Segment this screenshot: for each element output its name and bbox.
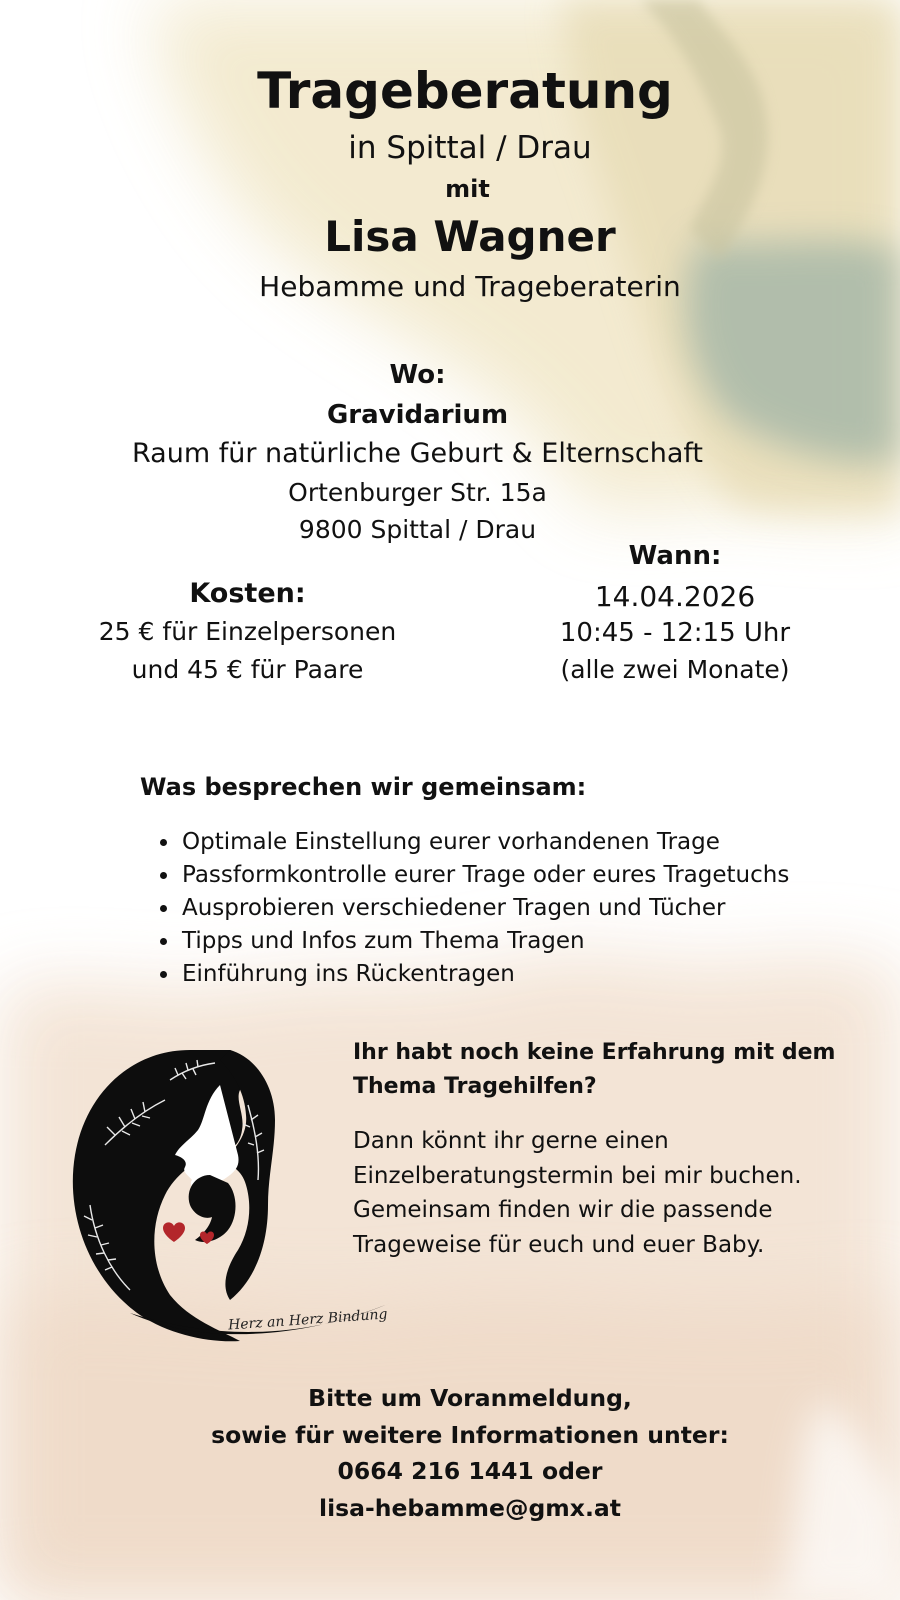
text-line: Dann könnt ihr gerne einen	[353, 1128, 669, 1154]
contact-line: sowie für weitere Informationen unter:	[211, 1420, 729, 1449]
cost-couple: und 45 € für Paare	[131, 655, 364, 684]
when-label: Wann:	[628, 541, 722, 571]
event-date: 14.04.2026	[594, 580, 756, 613]
event-frequency: (alle zwei Monate)	[560, 655, 790, 684]
text-line: Einzelberatungstermin bei mir buchen.	[353, 1162, 802, 1189]
list-item: Passformkontrolle eurer Trage oder eures Tragetuchs	[160, 859, 789, 892]
presenter-role: Hebamme und Trageberaterin	[259, 270, 681, 303]
mother-baby-silhouette-icon	[70, 1045, 400, 1345]
presenter-name: Lisa Wagner	[324, 212, 616, 261]
cost-label: Kosten:	[189, 578, 306, 609]
individual-text	[353, 1124, 802, 1262]
flyer-title: Trageberatung	[257, 62, 673, 120]
question-line: Thema Tragehilfen?	[353, 1074, 597, 1099]
venue-subtitle: Raum für natürliche Geburt & Elternschaft	[132, 438, 703, 469]
event-time: 10:45 - 12:15 Uhr	[559, 618, 791, 648]
question-line: Ihr habt noch keine Erfahrung mit dem	[353, 1040, 836, 1065]
topics-heading: Was besprechen wir gemeinsam:	[140, 773, 587, 801]
contact-block	[0, 1380, 900, 1526]
list-item: Einführung ins Rückentragen	[160, 958, 789, 991]
venue-name: Gravidarium	[326, 400, 509, 430]
flyer-with: mit	[445, 175, 490, 203]
venue-city: 9800 Spittal / Drau	[298, 515, 537, 544]
flyer-location: in Spittal / Drau	[348, 130, 592, 166]
list-item: Ausprobieren verschiedener Tragen und Tücher	[160, 892, 789, 925]
topics-list	[160, 826, 789, 991]
contact-line: Bitte um Voranmeldung,	[308, 1384, 632, 1412]
logo-text: Herz an Herz Bindung	[227, 1306, 388, 1334]
contact-phone: 0664 216 1441 oder	[337, 1457, 603, 1485]
list-item: Tipps und Infos zum Thema Tragen	[160, 925, 789, 958]
cost-single: 25 € für Einzelpersonen	[98, 617, 397, 646]
venue-street: Ortenburger Str. 15a	[288, 478, 547, 507]
where-label: Wo:	[389, 360, 446, 390]
contact-email[interactable]: lisa-hebamme@gmx.at	[319, 1493, 621, 1522]
list-item: Optimale Einstellung eurer vorhandenen Trage	[160, 826, 789, 859]
text-line: Trageweise für euch und euer Baby.	[353, 1231, 765, 1258]
text-line: Gemeinsam finden wir die passende	[353, 1197, 773, 1223]
individual-question	[353, 1036, 835, 1104]
